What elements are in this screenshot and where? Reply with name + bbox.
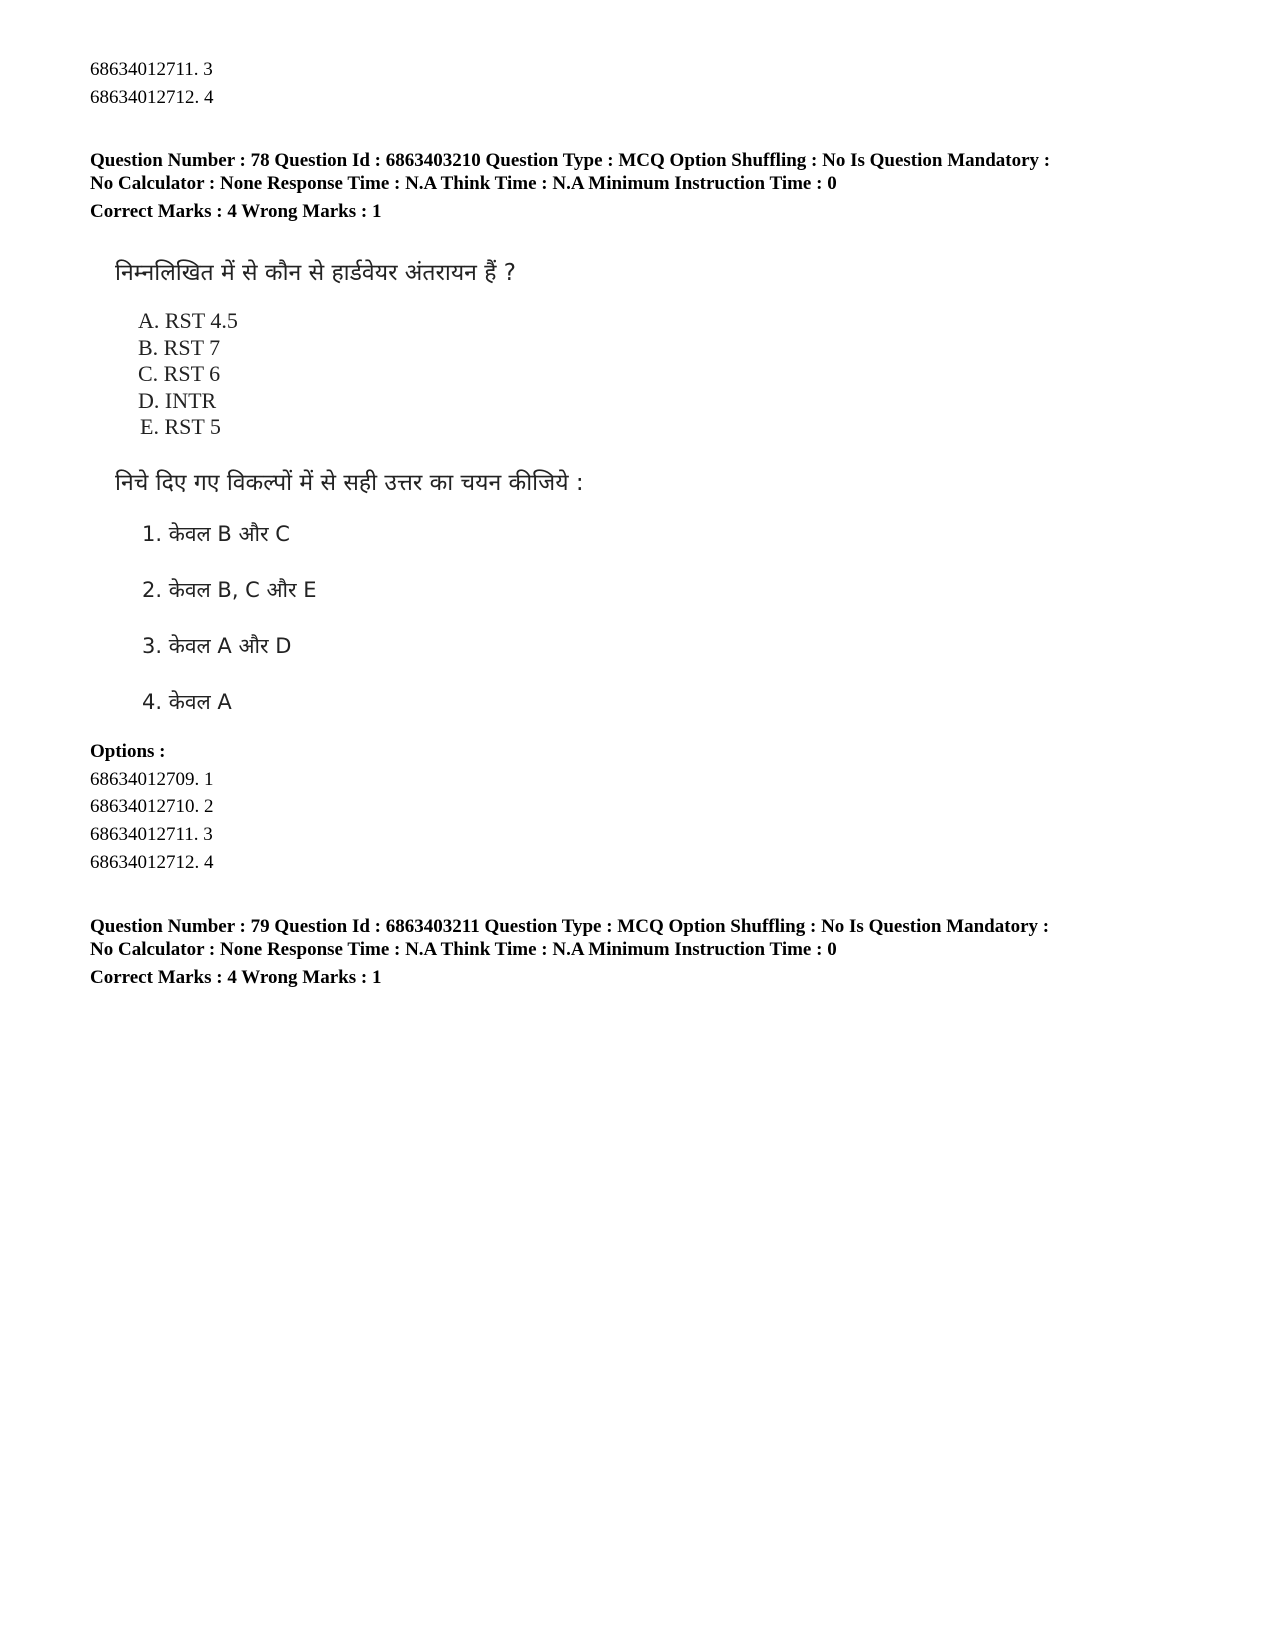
q79-marks: Correct Marks : 4 Wrong Marks : 1: [90, 967, 382, 988]
q78-instruction: निचे दिए गए विकल्पों में से सही उत्तर का चयन कीजिये :: [115, 470, 584, 496]
q78-header-line2: No Calculator : None Response Time : N.A Think Time : N.A Minimum Instruction Time : 0: [90, 173, 837, 194]
q79-header-line2: No Calculator : None Response Time : N.A Think Time : N.A Minimum Instruction Time : 0: [90, 939, 837, 960]
prev-option-3: 68634012711. 3: [90, 59, 213, 80]
q78-choice-3: 3. केवल A और D: [142, 634, 292, 658]
q78-item-b: B. RST 7: [138, 335, 221, 360]
q78-question-text: निम्नलिखित में से कौन से हार्डवेयर अंतरायन हैं ?: [115, 260, 516, 286]
q78-choice-2: 2. केवल B, C और E: [142, 578, 317, 602]
prev-option-4: 68634012712. 4: [90, 87, 214, 108]
q78-option-2: 68634012710. 2: [90, 796, 214, 817]
q78-marks: Correct Marks : 4 Wrong Marks : 1: [90, 201, 382, 222]
q78-item-e: E. RST 5: [140, 414, 221, 439]
q79-header-line1: Question Number : 79 Question Id : 6863403211 Question Type : MCQ Option Shuffling : No Is Question Mandatory :: [90, 916, 1050, 937]
q78-item-c: C. RST 6: [138, 361, 221, 386]
q78-choice-1: 1. केवल B और C: [142, 522, 290, 546]
q78-header-line1: Question Number : 78 Question Id : 6863403210 Question Type : MCQ Option Shuffling : No Is Question Mandatory :: [90, 150, 1051, 171]
q78-option-4: 68634012712. 4: [90, 852, 214, 873]
q78-option-3: 68634012711. 3: [90, 824, 213, 845]
q78-item-a: A. RST 4.5: [138, 308, 238, 333]
q78-option-1: 68634012709. 1: [90, 769, 214, 790]
q78-options-label: Options :: [90, 741, 166, 762]
q78-choice-4: 4. केवल A: [142, 690, 232, 714]
q78-item-d: D. INTR: [138, 388, 217, 413]
